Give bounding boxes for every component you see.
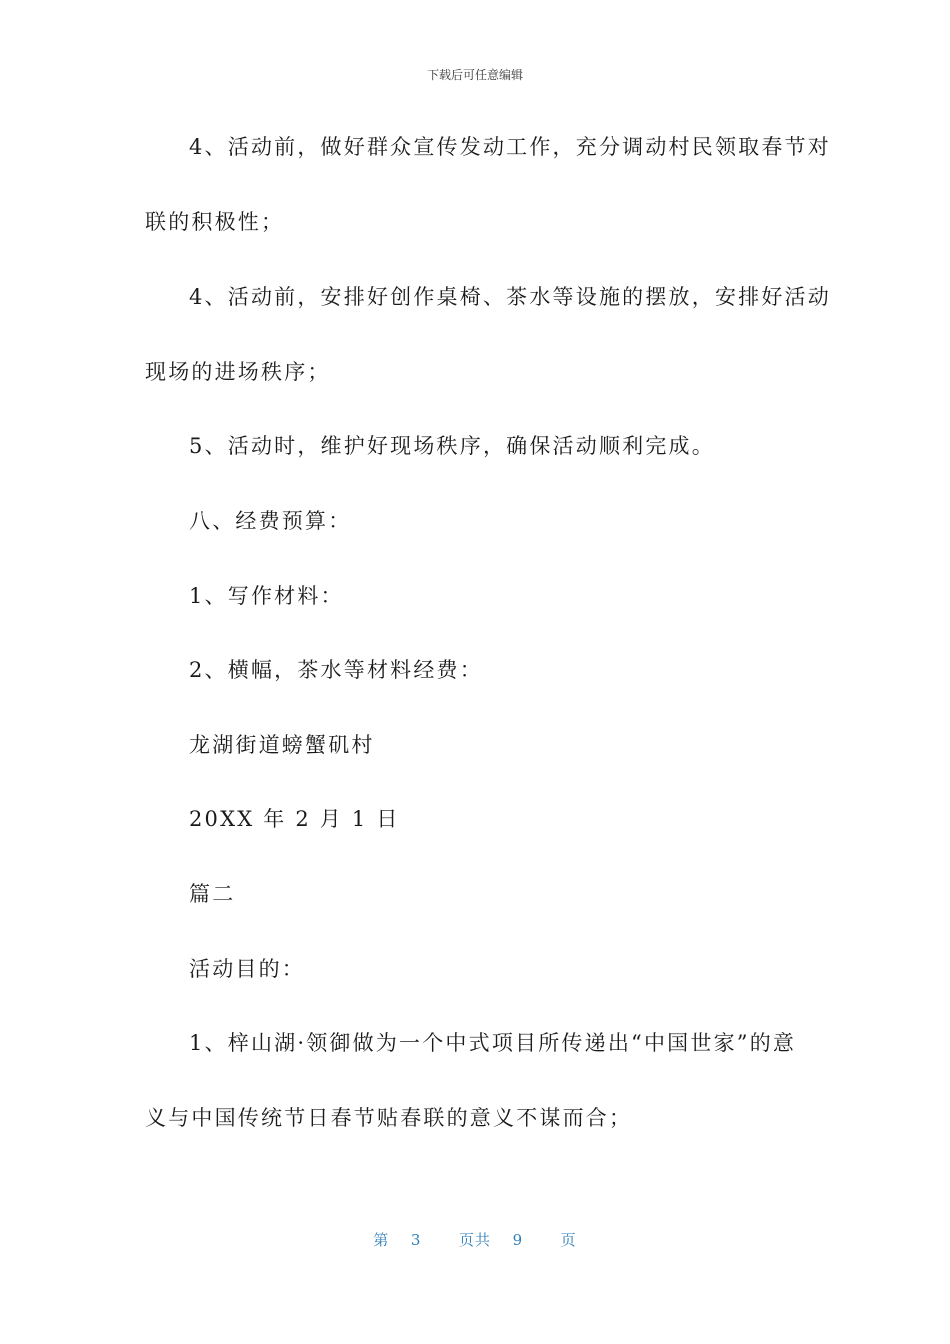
page-label-mid: 页共 [458, 1231, 491, 1249]
paragraph-line: 1、写作材料： [189, 584, 344, 608]
page-label-suffix: 页 [560, 1231, 577, 1249]
page-footer [0, 1229, 950, 1250]
page-header: 下载后可任意编辑 [426, 68, 523, 82]
page-label-prefix: 第 [373, 1231, 390, 1249]
paragraph-line: 4、活动前，做好群众宣传发动工作，充分调动村民领取春节对 [189, 135, 831, 159]
section-heading: 八、经费预算： [189, 509, 352, 533]
paragraph-line: 5、活动时，维护好现场秩序，确保活动顺利完成。 [189, 434, 715, 458]
section-heading: 篇二 [189, 882, 236, 906]
paragraph-line: 1、梓山湖·领御做为一个中式项目所传递出“中国世家”的意 [189, 1031, 797, 1055]
signature-date: 20XX 年 2 月 1 日 [189, 807, 400, 831]
paragraph-line: 义与中国传统节日春节贴春联的意义不谋而合； [145, 1106, 633, 1130]
paragraph-line: 现场的进场秩序； [145, 360, 331, 384]
paragraph-line: 联的积极性； [145, 210, 285, 234]
paragraph-line: 2、横幅，茶水等材料经费： [189, 658, 483, 682]
signature-organization: 龙湖街道螃蟹矶村 [189, 733, 375, 757]
current-page-number: 3 [410, 1231, 422, 1249]
section-heading: 活动目的： [189, 957, 305, 981]
paragraph-line: 4、活动前，安排好创作桌椅、茶水等设施的摆放，安排好活动 [189, 285, 831, 309]
total-pages-number: 9 [512, 1231, 524, 1249]
